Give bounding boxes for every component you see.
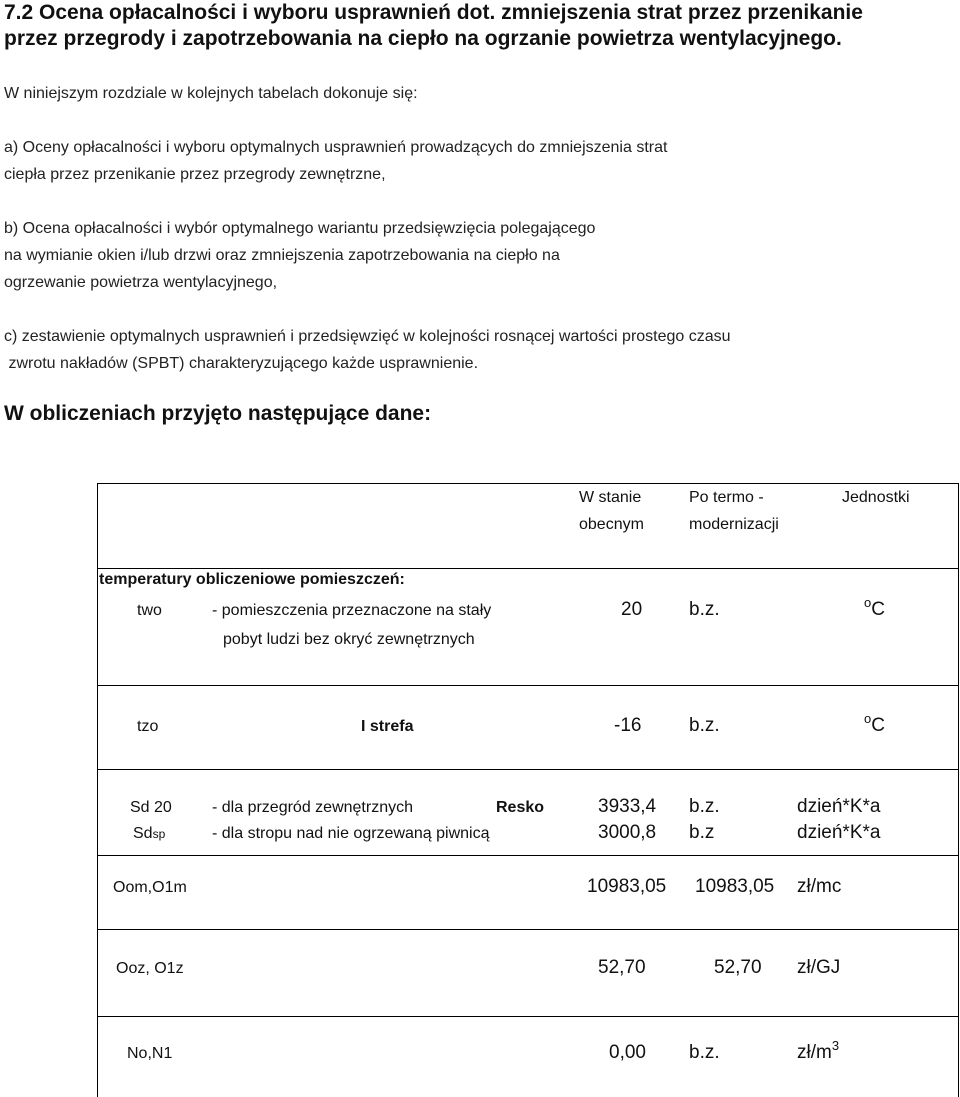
header-current-state-line-1: W stanie <box>579 489 642 506</box>
sd20-symbol: Sd 20 <box>130 799 172 816</box>
section-title-line-2: przez przegrody i zapotrzebowania na ciepło na ogrzanie powietrza wentylacyjnego. <box>4 27 842 50</box>
two-unit <box>864 595 885 621</box>
degree-sup: o <box>864 595 872 610</box>
header-current-state-line-2: obecnym <box>579 516 644 533</box>
sdsp-unit: dzień*K*a <box>797 822 881 843</box>
sdsp-modernized-value: b.z <box>689 822 715 843</box>
sd20-modernized-value: b.z. <box>689 796 720 817</box>
item-c-line-2: zwrotu nakładów (SPBT) charakteryzującego każde usprawnienie. <box>4 355 479 372</box>
two-description-line-2: pobyt ludzi bez okryć zewnętrznych <box>223 631 475 648</box>
table-divider <box>98 855 958 856</box>
item-c-line-1: c) zestawienie optymalnych usprawnień i przedsięwzięć w kolejności rosnącej wartości prostego czasu <box>4 328 731 345</box>
tzo-symbol: tzo <box>137 718 159 735</box>
sdsp-current-value: 3000,8 <box>598 822 657 843</box>
oom-current-value: 10983,05 <box>587 876 667 897</box>
unit-text: zł/m <box>797 1042 832 1063</box>
oom-symbol: Oom,O1m <box>113 879 187 896</box>
ooz-modernized-value: 52,70 <box>714 957 762 978</box>
degree-sup: o <box>864 711 872 726</box>
no-symbol: No,N1 <box>127 1045 173 1062</box>
unit-text: C <box>871 715 885 736</box>
sd20-description: - dla przegród zewnętrznych <box>212 799 413 816</box>
temperature-section-title: temperatury obliczeniowe pomieszczeń: <box>99 571 405 588</box>
two-modernized-value: b.z. <box>689 599 720 620</box>
unit-text: C <box>871 599 885 620</box>
sd20-unit: dzień*K*a <box>797 796 881 817</box>
sdsp-description: - dla stropu nad nie ogrzewaną piwnicą <box>212 825 490 842</box>
item-a-line-1: a) Oceny opłacalności i wyboru optymalnych usprawnień prowadzących do zmniejszenia strat <box>4 139 668 156</box>
intro-text: W niniejszym rozdziale w kolejnych tabelach dokonuje się: <box>4 85 418 102</box>
section-title-line-1: 7.2 Ocena opłacalności i wyboru usprawnień dot. zmniejszenia strat przez przenikanie <box>4 1 863 24</box>
tzo-unit <box>864 711 885 737</box>
item-a-line-2: ciepła przez przenikanie przez przegrody zewnętrzne, <box>4 166 386 183</box>
header-units: Jednostki <box>842 489 910 506</box>
tzo-modernized-value: b.z. <box>689 715 720 736</box>
two-description-line-1: - pomieszczenia przeznaczone na stały <box>212 602 492 619</box>
two-current-value: 20 <box>621 599 643 620</box>
oom-modernized-value: 10983,05 <box>695 876 775 897</box>
tzo-current-value: -16 <box>614 715 642 736</box>
item-b-line-1: b) Ocena opłacalności i wybór optymalnego wariantu przedsięwzięcia polegającego <box>4 220 596 237</box>
no-current-value: 0,00 <box>609 1042 646 1063</box>
table-divider <box>98 769 958 770</box>
sdsp-symbol-sub: sp <box>152 827 166 841</box>
ooz-symbol: Ooz, O1z <box>116 960 184 977</box>
sd20-location: Resko <box>496 799 545 816</box>
ooz-current-value: 52,70 <box>598 957 646 978</box>
item-b-line-2: na wymianie okien i/lub drzwi oraz zmniejszenia zapotrzebowania na ciepło na <box>4 247 560 264</box>
table-divider <box>98 568 958 569</box>
no-modernized-value: b.z. <box>689 1042 720 1063</box>
oom-unit: zł/mc <box>797 876 842 897</box>
two-symbol: two <box>137 602 162 619</box>
item-b-line-3: ogrzewanie powietrza wentylacyjnego, <box>4 274 278 291</box>
header-after-modernization-line-1: Po termo - <box>689 489 764 506</box>
cubic-sup: 3 <box>831 1038 840 1053</box>
table-divider <box>98 685 958 686</box>
tzo-zone: I strefa <box>361 718 414 735</box>
sd20-current-value: 3933,4 <box>598 796 657 817</box>
no-unit <box>797 1038 840 1064</box>
data-heading: W obliczeniach przyjęto następujące dane: <box>4 402 432 425</box>
sdsp-symbol <box>133 825 165 843</box>
table-divider <box>98 929 958 930</box>
ooz-unit: zł/GJ <box>797 957 841 978</box>
table-divider <box>98 1016 958 1017</box>
header-after-modernization-line-2: modernizacji <box>689 516 779 533</box>
sdsp-symbol-main: Sd <box>133 825 153 842</box>
